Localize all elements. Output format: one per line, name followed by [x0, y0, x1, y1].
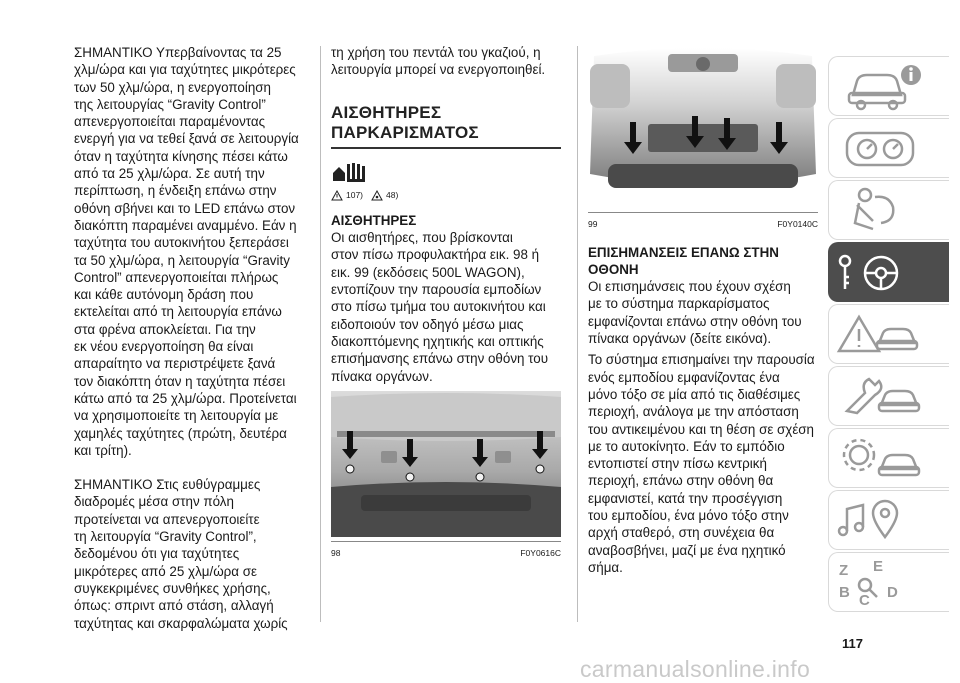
subheading-display-signals: ΕΠΙΣΗΜΑΝΣΕΙΣ ΕΠΑΝΩ ΣΤΗΝ ΟΘΟΝΗ	[588, 244, 779, 277]
rear-bumper-sensors-image	[331, 391, 561, 537]
figure-code: F0Y0140C	[777, 219, 818, 230]
caution-triangle-icon	[371, 190, 383, 201]
wrench-car-icon	[829, 367, 949, 425]
media-navigation-icon	[829, 491, 949, 549]
column-middle	[331, 44, 561, 572]
tab-safety[interactable]	[828, 180, 949, 240]
rear-car-sensors-image	[588, 46, 818, 208]
paragraph-continuation: τη χρήση του πεντάλ του γκαζιού, η λειτουργία μπορεί να ενεργοποιηθεί.	[331, 45, 546, 78]
figure-code: F0Y0616C	[520, 548, 561, 559]
alphabetical-index-icon	[829, 553, 949, 611]
paragraph-sensors-description: Οι αισθητήρες, που βρίσκονται στον πίσω προφυλακτήρα εικ. 98 ή εικ. 99 (εκδόσεις 500L WAGON), εντοπίζουν την παρουσία εμποδίων στο πίσω τμήμα του αυτοκινήτου και ειδοποιούν τον οδηγό μέσω μιας διακοπτόμενης ηχητικής και οπτικής επισήμανσης επάνω στην οθόνη του πίνακα οργάνων.	[331, 230, 549, 384]
paragraph-gravity-control-speed: ΣΗΜΑΝΤΙΚΟ Υπερβαίνοντας τα 25 χλμ/ώρα και για ταχύτητες μικρότερες των 50 χλμ/ώρα, η ενεργοποίηση της λειτουργίας “Gravity Control” απενεργοποιείται παραμένοντας ενεργή για να τεθεί ξανά σε λειτουργία όταν η ταχύτητα κίνησης πέσει κάτω από τα 25 χλμ/ώρα. Σε αυτή την περίπτωση, η ένδειξη επάνω στην οθόνη σβήνει και το LED επάνω στον διακόπτη παραμένει αναμμένο. Εάν η ταχύτητα του αυτοκινήτου ξεπεράσει τα 50 χλμ/ώρα, η λειτουργία “Gravity Control” απενεργοποιείται πλήρως και κάθε αυτόνομη δράση που εκτελείται από τη λειτουργία επάνω στα φρένα αποκλείεται. Για την εκ νέου ενεργοποίηση θα είναι απαραίτητο να περιστρέψετε ξανά τον διακόπτη όταν η ταχύτητα πέσει κάτω από τα 25 χλμ/ώρα. Προτείνεται να χρησιμοποιείτε τη λειτουργία με χαμηλές ταχύτητες (πρώτη, δευτέρα και τρίτη).	[74, 45, 299, 458]
watermark: carmanualsonline.info	[580, 656, 811, 682]
seatbelt-airbag-icon	[829, 181, 949, 239]
heading-rule	[331, 147, 561, 149]
warning-ref-107: 107)	[346, 189, 364, 200]
page-number: 117	[842, 636, 863, 651]
tab-car-info[interactable]	[828, 56, 949, 116]
key-steering-wheel-icon	[829, 243, 949, 301]
tab-starting-driving[interactable]	[828, 242, 949, 302]
svg-text:C: C	[859, 592, 870, 609]
warning-ref-48: 48)	[386, 189, 399, 200]
gear-car-icon	[829, 429, 949, 487]
tab-multimedia[interactable]	[828, 490, 949, 550]
warning-triangle-car-icon	[829, 305, 949, 363]
warning-icons-row	[331, 161, 561, 183]
column-left	[74, 44, 306, 649]
tab-emergency[interactable]	[828, 304, 949, 364]
figure-98-bumper-sensors	[331, 391, 561, 542]
figure-number: 99	[588, 219, 598, 230]
svg-text:Z: Z	[839, 562, 849, 579]
figure-99-caption	[588, 216, 818, 233]
paragraph-gravity-control-city: ΣΗΜΑΝΤΙΚΟ Στις ευθύγραμμες διαδρομές μέσα στην πόλη προτείνεται να απενεργοποιείτε τη λειτουργία “Gravity Control”, δεδομένου ότι για ταχύτητες μικρότερες από 25 χλμ/ώρα σε συγκεκριμένες συνθήκες χρήσης, όπως: σπριντ από στάση, αλλαγή ταχύτητας και σκαρφαλώματα χωρίς	[74, 477, 288, 631]
column-divider	[577, 46, 578, 622]
tab-technical-data[interactable]	[828, 428, 949, 488]
warning-references	[331, 187, 561, 204]
hand-pointer-icon	[331, 161, 375, 183]
svg-text:B: B	[839, 584, 850, 601]
figure-number: 98	[331, 548, 341, 559]
section-heading-parking-sensors: ΑΙΣΘΗΤΗΡΕΣ ΠΑΡΚΑΡΙΣΜΑΤΟΣ	[331, 102, 479, 142]
svg-text:E: E	[873, 558, 884, 575]
figure-99-500l-wagon	[588, 46, 818, 213]
column-right	[588, 44, 818, 593]
tab-dashboard[interactable]	[828, 118, 949, 178]
warning-triangle-icon	[331, 190, 343, 201]
subheading-sensors: ΑΙΣΘΗΤΗΡΕΣ	[331, 212, 417, 228]
paragraph-obstacle-detection: Το σύστημα επισημαίνει την παρουσία ενός εμποδίου εμφανίζοντας ένα μόνο τόξο σε μία από τις διαθέσιμες περιοχή, ανάλογα με την απόσταση του αντικειμένου και τη θέση σε σχέση με το αυτοκίνητο. Εάν το εμπόδιο εντοπιστεί στην πίσω κεντρική περιοχή, επάνω στην οθόνη θα εμφανιστεί, κατά την προσέγγιση του εμποδίου, ένα μόνο τόξο στην αρχή σταθερό, στη συνέχεια θα αναβοσβήνει, μαζί με ένα ηχητικό σήμα.	[588, 352, 815, 575]
car-info-icon	[829, 57, 949, 115]
dashboard-gauge-icon	[829, 119, 949, 177]
svg-text:D: D	[887, 584, 898, 601]
column-divider	[320, 46, 321, 622]
paragraph-display-signals: Οι επισημάνσεις που έχουν σχέση με το σύστημα παρκαρίσματος εμφανίζονται επάνω στην οθόνη του πίνακα οργάνων (δείτε εικόνα).	[588, 279, 802, 347]
tab-maintenance[interactable]	[828, 366, 949, 426]
figure-98-caption	[331, 545, 561, 562]
tab-index[interactable]	[828, 552, 949, 612]
